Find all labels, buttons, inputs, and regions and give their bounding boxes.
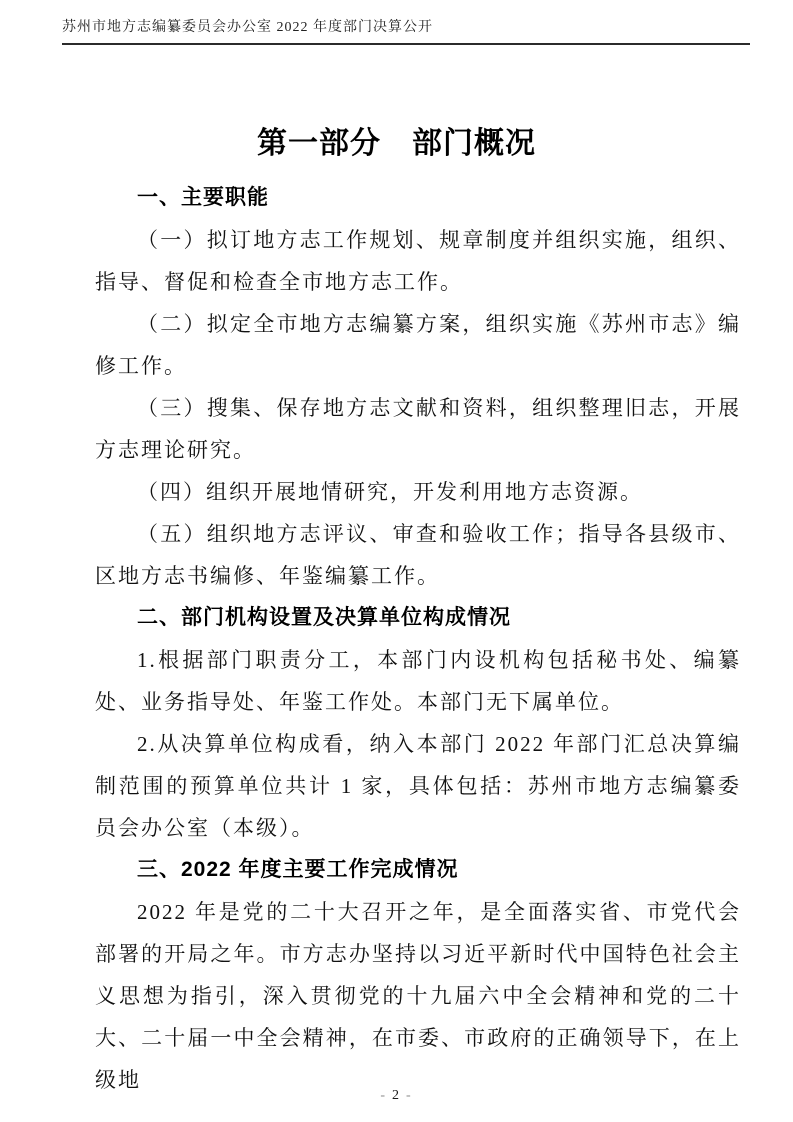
page-number: 2 xyxy=(392,1088,401,1103)
paragraph: 2.从决算单位构成看，纳入本部门 2022 年部门汇总决算编制范围的预算单位共计 1 家，具体包括：苏州市地方志编纂委员会办公室（本级）。 xyxy=(95,732,741,840)
paragraph: 2022 年是党的二十大召开之年，是全面落实省、市党代会部署的开局之年。市方志办坚持以习近平新时代中国特色社会主义思想为指引，深入贯彻党的十九届六中全会精神和党的二十大、二十届一中全会精神，在市委、市政府的正确领导下，在上级地 xyxy=(95,900,741,1092)
paragraph: 1.根据部门职责分工，本部门内设机构包括秘书处、编纂处、业务指导处、年鉴工作处。本部门无下属单位。 xyxy=(95,648,741,714)
footer-dash-right: - xyxy=(406,1088,413,1103)
page-header xyxy=(62,16,750,45)
document-body xyxy=(95,177,741,1101)
doc-title: 第一部分 部门概况 xyxy=(257,127,536,160)
footer-dash-left: - xyxy=(380,1088,387,1103)
section-heading-3: 三、2022 年度主要工作完成情况 xyxy=(137,858,459,881)
paragraph: （四）组织开展地情研究，开发利用地方志资源。 xyxy=(137,480,643,504)
paragraph: （三）搜集、保存地方志文献和资料，组织整理旧志，开展方志理论研究。 xyxy=(95,396,741,462)
paragraph: （二）拟定全市地方志编纂方案，组织实施《苏州市志》编修工作。 xyxy=(95,312,741,378)
section-heading-2: 二、部门机构设置及决算单位构成情况 xyxy=(137,606,511,629)
section-heading-1: 一、主要职能 xyxy=(137,186,269,209)
header-title: 苏州市地方志编纂委员会办公室 2022 年度部门决算公开 xyxy=(62,20,433,35)
paragraph: （五）组织地方志评议、审查和验收工作；指导各县级市、区地方志书编修、年鉴编纂工作。 xyxy=(95,522,741,588)
page-footer xyxy=(0,1088,793,1104)
paragraph: （一）拟订地方志工作规划、规章制度并组织实施，组织、指导、督促和检查全市地方志工作。 xyxy=(95,228,741,294)
